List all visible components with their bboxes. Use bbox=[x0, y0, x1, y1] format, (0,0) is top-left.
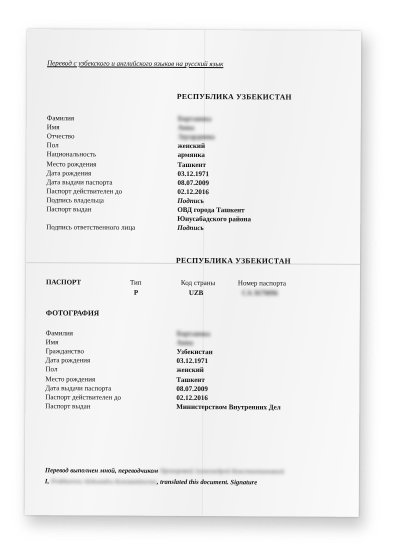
field-value: 08.07.2009 bbox=[177, 178, 209, 187]
field-label: Паспорт действителен до bbox=[46, 187, 123, 196]
field-value: 03.12.1971 bbox=[177, 169, 210, 178]
passport-number-value: CA 3679096 bbox=[241, 289, 278, 298]
field-label: Дата выдачи паспорта bbox=[45, 383, 112, 393]
field-value: Бортанова bbox=[177, 114, 212, 124]
field-value: Эдуардовна bbox=[177, 133, 215, 142]
field-label: Фамилия bbox=[46, 114, 75, 123]
field-label: Дата рождения bbox=[45, 356, 91, 365]
field-label: Дата рождения bbox=[46, 168, 92, 178]
fold-line bbox=[202, 30, 206, 516]
field-value: Бортанова bbox=[176, 329, 211, 339]
certification-text: Перевод выполнен мной, переводчиком bbox=[44, 467, 159, 475]
passport-label: ПАСПОРТ bbox=[45, 278, 82, 287]
field-value: Узбекистан bbox=[176, 348, 213, 357]
field-value: Анна bbox=[177, 124, 195, 133]
field-label: Дата выдачи паспорта bbox=[46, 177, 113, 187]
field-value: женский bbox=[176, 366, 204, 375]
field-value: ОВД города Ташкент bbox=[177, 205, 245, 215]
document-sheet bbox=[25, 29, 362, 517]
field-value: Анна bbox=[176, 339, 194, 348]
type-label: Тип bbox=[129, 278, 142, 287]
country-title: РЕСПУБЛИКА УЗБЕКИСТАН bbox=[176, 91, 292, 102]
country-code-value: UZB bbox=[188, 288, 204, 298]
field-label: Отчество bbox=[46, 132, 75, 141]
photo-section-title: ФОТОГРАФИЯ bbox=[45, 308, 100, 318]
field-label: Паспорт выдан bbox=[45, 402, 91, 411]
field-value: 03.12.1971 bbox=[176, 357, 209, 366]
field-label: Пол bbox=[46, 141, 59, 150]
field-value: армянка bbox=[177, 151, 205, 160]
field-label: Национальность bbox=[46, 150, 97, 159]
field-label: Пол bbox=[45, 365, 58, 374]
field-label: Имя bbox=[46, 123, 60, 132]
field-label: Место рождения bbox=[45, 374, 96, 383]
country-code-label: Код страны bbox=[180, 278, 216, 288]
certification-text: I, bbox=[44, 478, 50, 486]
type-value: P bbox=[133, 288, 139, 297]
field-value: Министерством Внутренних Дел bbox=[176, 402, 281, 412]
translation-header: Перевод с узбекского и английского языков на русский язык bbox=[47, 59, 224, 69]
field-label: Гражданство bbox=[45, 347, 84, 356]
field-value: Юнусабадского района bbox=[177, 215, 252, 224]
field-label: Подпись ответственного лица bbox=[46, 223, 136, 232]
field-value: Подпись bbox=[177, 196, 204, 205]
field-value: 02.12.2016 bbox=[176, 393, 208, 402]
field-value: Ташкент bbox=[176, 375, 205, 384]
field-label: Фамилия bbox=[45, 329, 73, 338]
field-label: Паспорт выдан bbox=[46, 205, 92, 214]
field-label: Место рождения bbox=[46, 159, 97, 168]
field-value: женский bbox=[177, 142, 206, 151]
field-label: Имя bbox=[45, 338, 59, 347]
field-label: Подпись владельца bbox=[46, 196, 104, 205]
country-title: РЕСПУБЛИКА УЗБЕКИСТАН bbox=[176, 255, 291, 266]
translator-name: Прохоровой Александрой Константиновной bbox=[159, 467, 285, 476]
passport-number-label: Номер паспорта bbox=[237, 279, 287, 288]
certification-text: , translated this document. Signature bbox=[156, 478, 258, 487]
translator-name: Prokhorova Aleksandra Konstantinovna bbox=[50, 478, 157, 486]
field-value: Ташкент bbox=[177, 160, 206, 169]
field-value: 08.07.2009 bbox=[176, 384, 208, 393]
translator-certification bbox=[45, 465, 345, 489]
field-value: 02.12.2016 bbox=[177, 187, 209, 196]
field-value: Подпись bbox=[177, 224, 204, 233]
field-label: Паспорт действителен до bbox=[45, 392, 122, 402]
